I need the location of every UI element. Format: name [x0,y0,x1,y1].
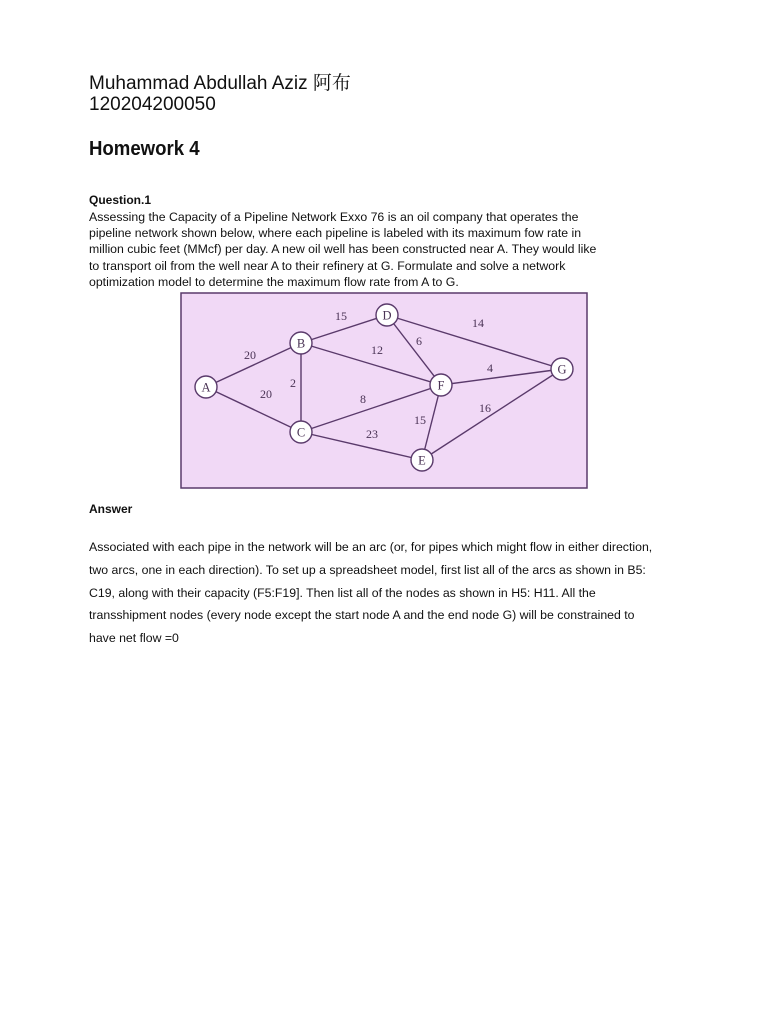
question-line: pipeline network shown below, where each pipeline is labeled with its maximum fow rate in [89,226,582,241]
edge-capacity-label: 6 [416,334,422,348]
node-label: C [296,425,306,440]
edge-capacity-label: 14 [472,316,484,330]
edge-capacity-label: 4 [487,361,493,375]
question-heading: Question.1 [89,193,152,207]
answer-line: have net flow =0 [89,631,179,646]
answer-line: C19, along with their capacity (F5:F19]. Then list all of the nodes as shown in H5: H11. All the [89,585,596,600]
node-c [290,421,312,443]
question-line: to transport oil from the well near A to their refinery at G. Formulate and solve a network [89,258,566,273]
answer-line: Associated with each pipe in the network will be an arc (or, for pipes which might flow in either direction, [89,540,653,554]
edge-capacity-label: 20 [260,387,272,401]
node-label: F [437,378,445,393]
node-label: E [418,453,426,468]
node-label: D [382,308,392,323]
edge-capacity-label: 15 [335,309,347,323]
node-a [195,376,217,398]
node-b [290,332,312,354]
edge-capacity-label: 20 [244,348,256,362]
node-e [411,449,433,471]
node-label: A [201,380,211,395]
question-line: million cubic feet (MMcf) per day. A new oil well has been constructed near A. They would like [89,242,597,257]
edge-capacity-label: 8 [360,392,366,406]
edge-capacity-label: 12 [371,343,383,357]
answer-line: transshipment nodes (every node except the start node A and the end node G) will be constrained to [89,608,635,623]
question-line: Assessing the Capacity of a Pipeline Network Exxo 76 is an oil company that operates the [89,210,579,224]
edge-capacity-label: 16 [479,401,491,415]
node-f [430,374,452,396]
node-label: B [296,336,306,351]
edge-capacity-label: 2 [290,376,296,390]
answer-text [89,536,689,650]
student-id: 120204200050 [89,94,216,115]
node-d [376,304,398,326]
answer-heading: Answer [89,502,133,516]
pipeline-network-figure [180,292,588,489]
edge-capacity-label: 15 [414,413,426,427]
author-name: Muhammad Abdullah Aziz 阿布 [89,73,351,94]
question-line: optimization model to determine the maximum flow rate from A to G. [89,274,459,289]
node-g [551,358,573,380]
edge-capacity-label: 23 [366,427,378,441]
homework-title: Homework 4 [89,138,200,160]
pipeline-network-diagram [180,292,588,489]
node-label: G [557,362,567,377]
answer-line: two arcs, one in each direction). To set up a spreadsheet model, first list all of the arcs as shown in B5: [89,562,646,577]
question-text [89,209,609,290]
